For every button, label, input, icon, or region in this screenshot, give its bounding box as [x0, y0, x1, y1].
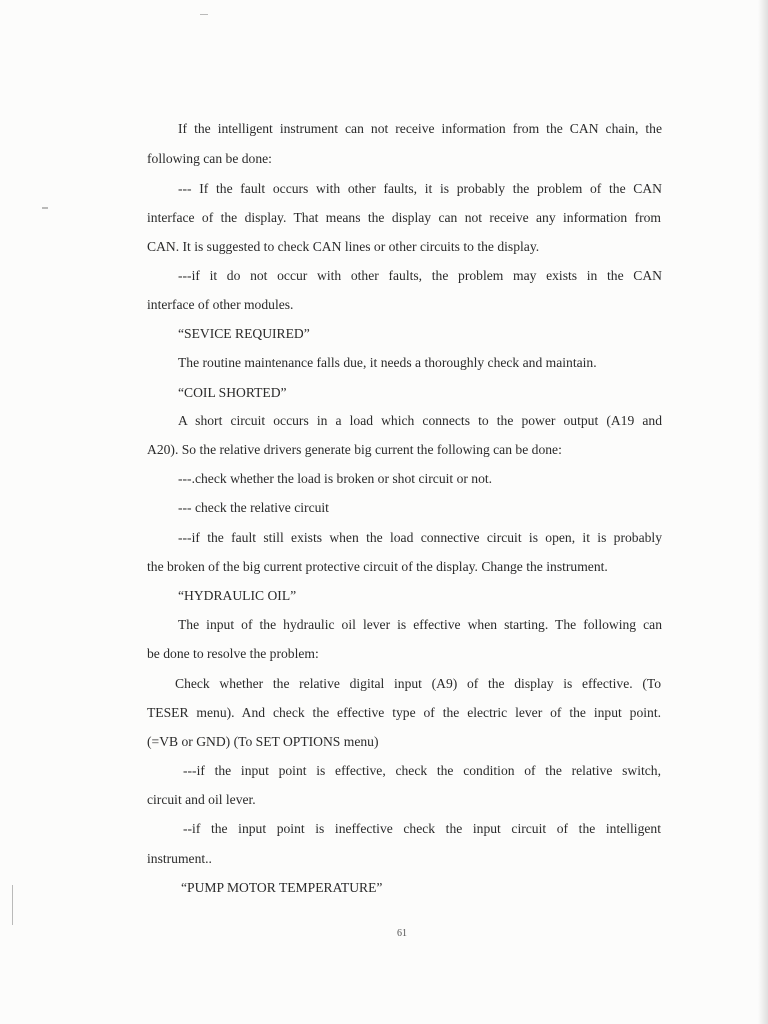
- text-line-24: circuit and oil lever.: [147, 792, 256, 807]
- heading-service-required: “SEVICE REQUIRED”: [178, 326, 310, 341]
- text-line-14: --- check the relative circuit: [178, 500, 329, 515]
- page-number: 61: [397, 928, 407, 939]
- text-line-23: ---if the input point is effective, check the condition of the relative switch,: [183, 763, 661, 778]
- text-line-21: TESER menu). And check the effective type of the electric lever of the input point.: [147, 705, 661, 720]
- scan-speck: [12, 885, 13, 925]
- text-line-6: ---if it do not occur with other faults, the problem may exists in the CAN: [178, 268, 662, 283]
- scan-speck: [200, 14, 208, 15]
- text-line-2: following can be done:: [147, 151, 272, 166]
- text-line-9: The routine maintenance falls due, it needs a thoroughly check and maintain.: [178, 355, 597, 370]
- heading-coil-shorted: “COIL SHORTED”: [178, 385, 287, 400]
- text-line-1: If the intelligent instrument can not receive information from the CAN chain, the: [178, 121, 662, 136]
- text-line-4: interface of the display. That means the display can not receive any information from: [147, 210, 661, 225]
- text-line-16: the broken of the big current protective circuit of the display. Change the instrument.: [147, 559, 608, 574]
- text-line-19: be done to resolve the problem:: [147, 646, 319, 661]
- text-line-26: instrument..: [147, 851, 212, 866]
- text-line-5: CAN. It is suggested to check CAN lines or other circuits to the display.: [147, 239, 540, 254]
- text-line-15: ---if the fault still exists when the load connective circuit is open, it is probably: [178, 530, 662, 545]
- text-line-3: --- If the fault occurs with other faults, it is probably the problem of the CAN: [178, 181, 662, 196]
- text-line-25: --if the input point is ineffective check the input circuit of the intelligent: [183, 821, 661, 836]
- text-line-12: A20). So the relative drivers generate big current the following can be done:: [147, 442, 562, 457]
- text-line-11: A short circuit occurs in a load which connects to the power output (A19 and: [178, 413, 662, 428]
- scan-edge-shadow: [758, 0, 768, 1024]
- scan-speck: [42, 207, 48, 209]
- heading-hydraulic-oil: “HYDRAULIC OIL”: [178, 588, 297, 603]
- text-line-13: ---.check whether the load is broken or shot circuit or not.: [178, 471, 493, 486]
- heading-pump-motor-temperature: “PUMP MOTOR TEMPERATURE”: [181, 880, 383, 895]
- text-line-20: Check whether the relative digital input (A9) of the display is effective. (To: [175, 676, 661, 691]
- text-line-7: interface of other modules.: [147, 297, 294, 312]
- text-line-18: The input of the hydraulic oil lever is effective when starting. The following can: [178, 617, 662, 632]
- text-line-22: (=VB or GND) (To SET OPTIONS menu): [147, 734, 379, 749]
